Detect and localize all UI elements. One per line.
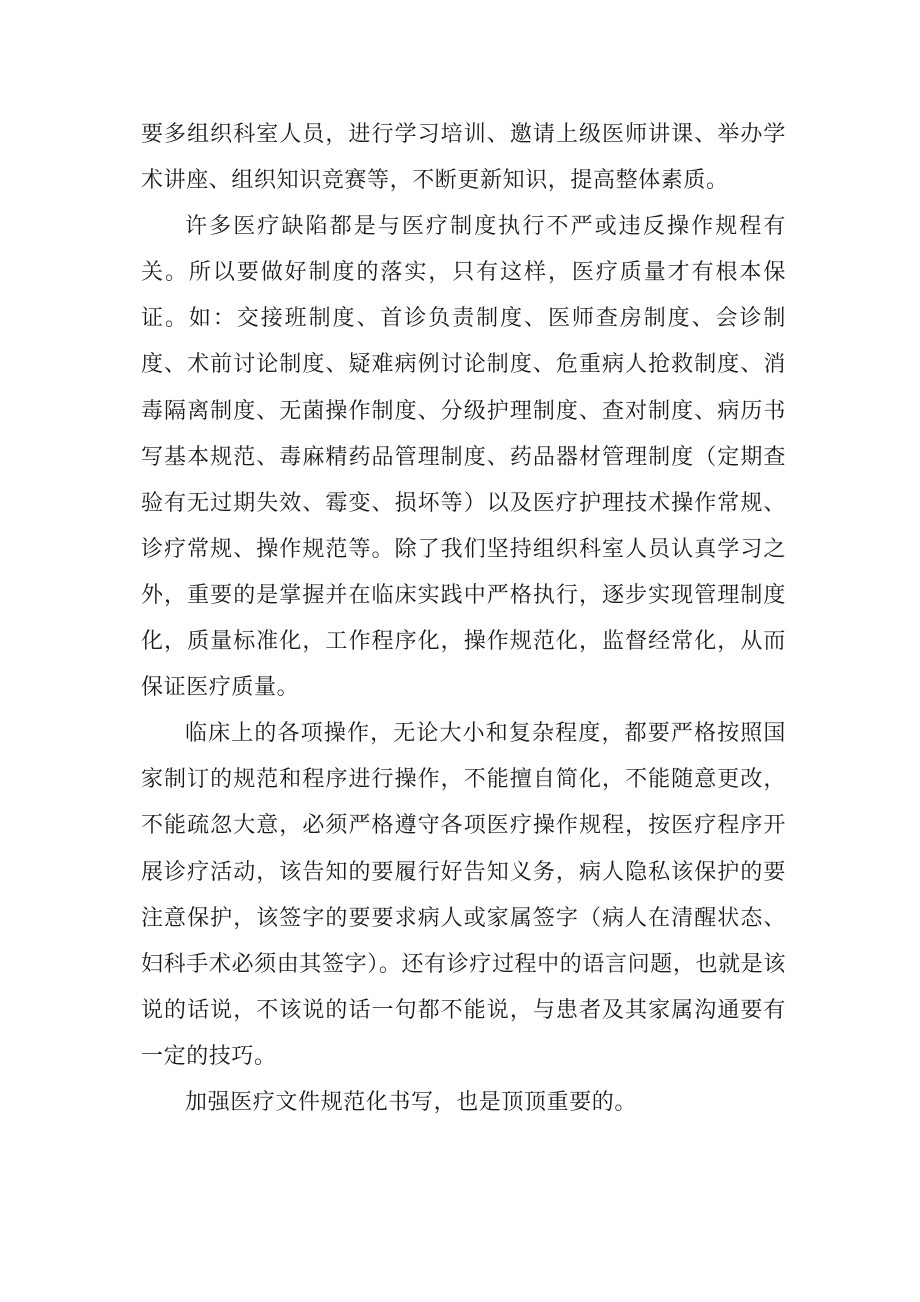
paragraph-medical-records: 加强医疗文件规范化书写，也是顶顶重要的。 — [185, 1089, 638, 1115]
paragraph-medical-systems: 许多医疗缺陷都是与医疗制度执行不严或违反操作规程有关。所以要做好制度的落实，只有这样，医疗质量才有根本保证。如：交接班制度、首诊负责制度、医师查房制度、会诊制度、术前讨论制度、疑难病例讨论制度、危重病人抢救制度、消毒隔离制度、无菌操作制度、分级护理制度、查对制度、病历书写基本规范、毒麻精药品管理制度、药品器材管理制度（定期查验有无过期失效、霉变、损坏等）以及医疗护理技术操作常规、诊疗常规、操作规范等。除了我们坚持组织科室人员认真学习之外，重要的是掌握并在临床实践中严格执行，逐步实现管理制度化，质量标准化，工作程序化，操作规范化，监督经常化，从而保证医疗质量。 — [141, 214, 786, 701]
document-body — [141, 112, 786, 1126]
paragraph-continuation: 要多组织科室人员，进行学习培训、邀请上级医师讲课、举办学术讲座、组织知识竞赛等，不断更新知识，提高整体素质。 — [141, 122, 786, 194]
paragraph-clinical-operations: 临床上的各项操作，无论大小和复杂程度，都要严格按照国家制订的规范和程序进行操作，不能擅自简化，不能随意更改，不能疏忽大意，必须严格遵守各项医疗操作规程，按医疗程序开展诊疗活动，该告知的要履行好告知义务，病人隐私该保护的要注意保护，该签字的要要求病人或家属签字（病人在清醒状态、妇科手术必须由其签字）。还有诊疗过程中的语言问题，也就是该说的话说，不该说的话一句都不能说，与患者及其家属沟通要有一定的技巧。 — [141, 721, 786, 1069]
